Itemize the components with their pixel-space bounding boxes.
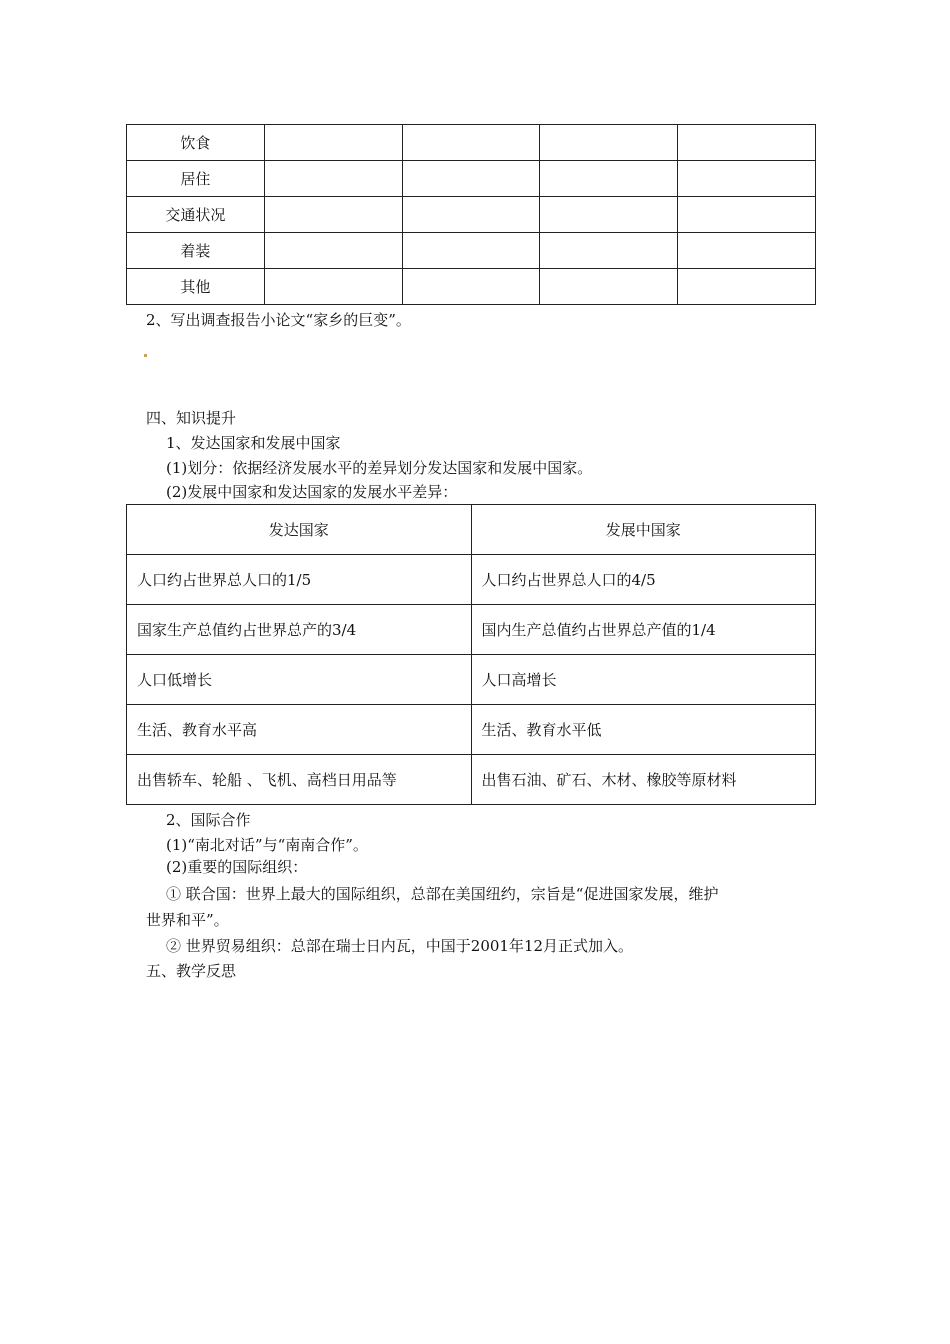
row-label: 居住 bbox=[127, 161, 265, 197]
header-developing: 发展中国家 bbox=[471, 505, 816, 555]
table-cell: 国内生产总值约占世界总产值的1/4 bbox=[471, 605, 816, 655]
blank-cell bbox=[540, 269, 678, 305]
table-row bbox=[127, 605, 816, 655]
survey-table bbox=[126, 124, 816, 305]
table-cell: 人口约占世界总人口的4/5 bbox=[471, 555, 816, 605]
task2-text: 2、写出调查报告小论文“家乡的巨变”。 bbox=[146, 311, 411, 329]
table-row bbox=[127, 755, 816, 805]
blank-cell bbox=[678, 161, 816, 197]
blank-cell bbox=[402, 125, 540, 161]
table-cell: 国家生产总值约占世界总产的3/4 bbox=[127, 605, 472, 655]
table-cell: 人口高增长 bbox=[471, 655, 816, 705]
table-row bbox=[127, 161, 816, 197]
table-row bbox=[127, 269, 816, 305]
item1-2-text: (2)发展中国家和发达国家的发展水平差异： bbox=[166, 483, 458, 501]
table-cell: 生活、教育水平低 bbox=[471, 705, 816, 755]
blank-cell bbox=[678, 197, 816, 233]
item1-1-text: (1)划分：依据经济发展水平的差异划分发达国家和发展中国家。 bbox=[166, 459, 593, 477]
blank-cell bbox=[678, 233, 816, 269]
un-description-line2: 世界和平”。 bbox=[146, 911, 229, 929]
blank-cell bbox=[540, 161, 678, 197]
un-description-line1: ① 联合国：世界上最大的国际组织，总部在美国纽约，宗旨是“促进国家发展，维护 bbox=[166, 885, 719, 903]
row-label: 其他 bbox=[127, 269, 265, 305]
row-label: 着装 bbox=[127, 233, 265, 269]
blank-cell bbox=[540, 197, 678, 233]
blank-cell bbox=[264, 161, 402, 197]
wto-description: ② 世界贸易组织：总部在瑞士日内瓦，中国于2001年12月正式加入。 bbox=[166, 937, 634, 955]
header-developed: 发达国家 bbox=[127, 505, 472, 555]
table-cell: 生活、教育水平高 bbox=[127, 705, 472, 755]
table-row bbox=[127, 197, 816, 233]
item2-2-text: (2)重要的国际组织： bbox=[166, 858, 308, 876]
blank-cell bbox=[540, 233, 678, 269]
table-row bbox=[127, 705, 816, 755]
blank-cell bbox=[402, 197, 540, 233]
table-cell: 人口约占世界总人口的1/5 bbox=[127, 555, 472, 605]
table-header-row bbox=[127, 505, 816, 555]
section5-title: 五、教学反思 bbox=[146, 962, 237, 980]
comparison-table bbox=[126, 504, 816, 805]
item2-1-text: (1)“南北对话”与“南南合作”。 bbox=[166, 836, 368, 854]
blank-cell bbox=[540, 125, 678, 161]
table-row bbox=[127, 233, 816, 269]
blank-cell bbox=[264, 233, 402, 269]
row-label: 饮食 bbox=[127, 125, 265, 161]
marker-dot bbox=[144, 354, 147, 357]
blank-cell bbox=[678, 125, 816, 161]
blank-cell bbox=[678, 269, 816, 305]
table-cell: 人口低增长 bbox=[127, 655, 472, 705]
item1-heading: 1、发达国家和发展中国家 bbox=[166, 434, 341, 452]
blank-cell bbox=[264, 125, 402, 161]
item2-heading: 2、国际合作 bbox=[166, 811, 251, 829]
blank-cell bbox=[264, 197, 402, 233]
blank-cell bbox=[402, 233, 540, 269]
section4-title: 四、知识提升 bbox=[146, 409, 237, 427]
table-row bbox=[127, 125, 816, 161]
table-cell: 出售轿车、轮船 、飞机、高档日用品等 bbox=[127, 755, 472, 805]
blank-cell bbox=[264, 269, 402, 305]
table-row bbox=[127, 555, 816, 605]
blank-cell bbox=[402, 269, 540, 305]
table-cell: 出售石油、矿石、木材、橡胶等原材料 bbox=[471, 755, 816, 805]
row-label: 交通状况 bbox=[127, 197, 265, 233]
blank-cell bbox=[402, 161, 540, 197]
table-row bbox=[127, 655, 816, 705]
